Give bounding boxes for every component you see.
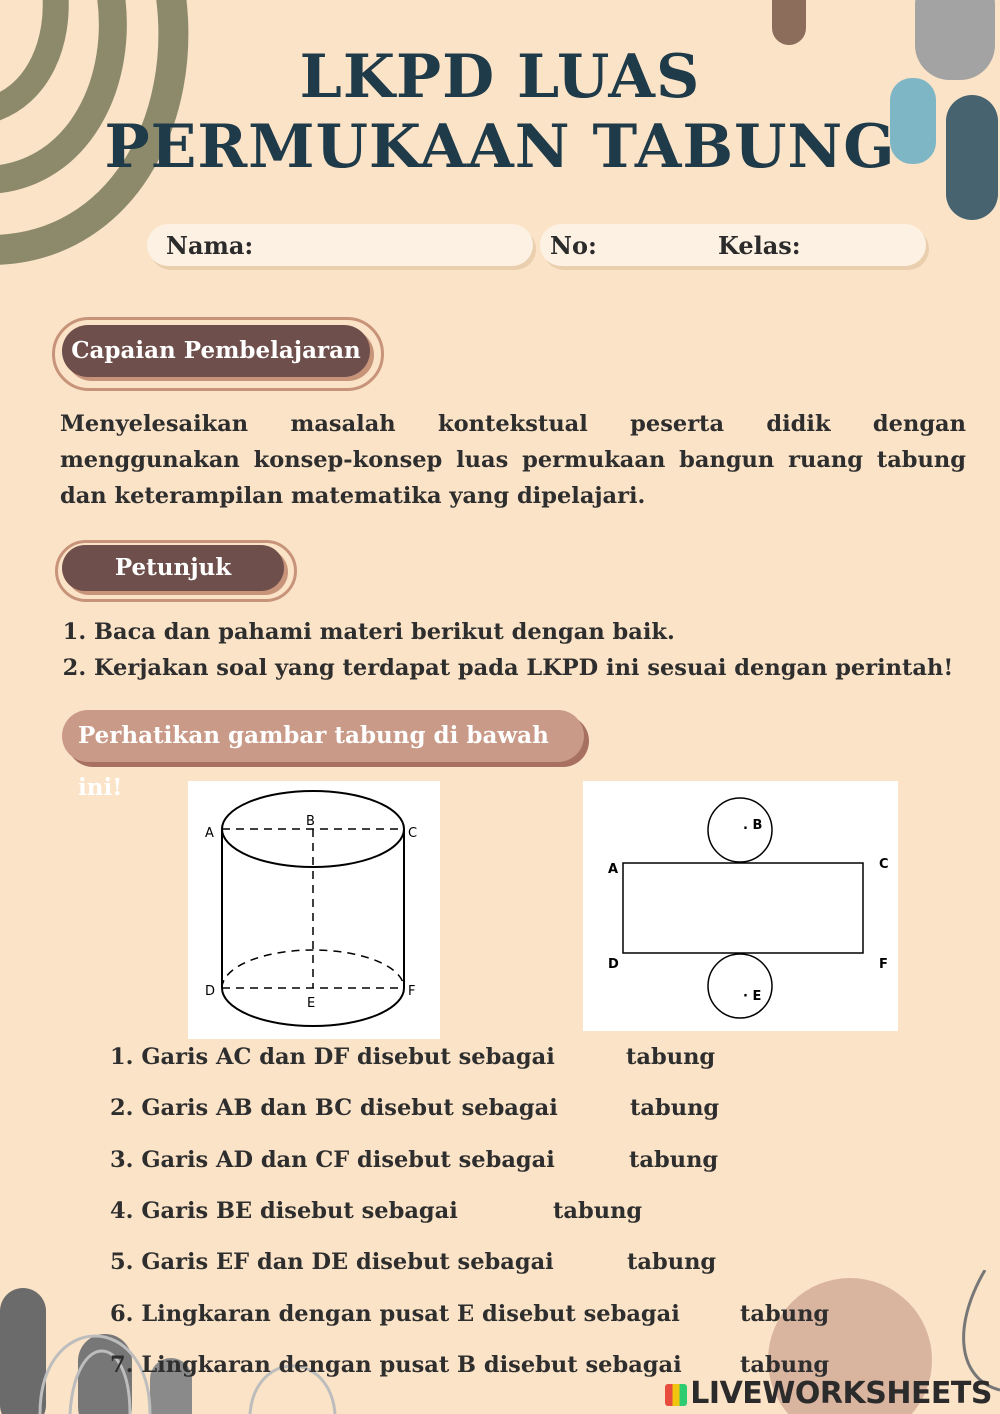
question-6 xyxy=(110,1299,830,1329)
learning-outcome-heading: Capaian Pembelajaran xyxy=(62,325,370,377)
net-label-a: A xyxy=(608,862,619,877)
cyl-label-e: E xyxy=(307,996,316,1011)
question-text: 3. Garis AD dan CF disebut sebagai xyxy=(110,1147,555,1173)
liveworksheets-icon xyxy=(665,1384,687,1406)
cyl-label-c: C xyxy=(408,826,418,841)
page-title xyxy=(0,42,1000,182)
title-line-1: LKPD LUAS xyxy=(299,42,701,112)
instructions-heading: Petunjuk xyxy=(62,545,284,591)
net-label-e: · E xyxy=(743,989,762,1004)
net-label-f: F xyxy=(879,957,888,972)
cyl-label-a: A xyxy=(205,826,214,841)
question-suffix: tabung xyxy=(630,1095,720,1121)
question-3 xyxy=(110,1145,719,1175)
question-text: 6. Lingkaran dengan pusat E disebut sebagai xyxy=(110,1301,680,1327)
net-label-b: . B xyxy=(743,818,763,833)
question-7 xyxy=(110,1350,830,1380)
cylinder-figure xyxy=(188,781,440,1039)
brand-text: LIVEWORKSHEETS xyxy=(690,1376,992,1411)
question-suffix: tabung xyxy=(553,1198,643,1224)
question-suffix: tabung xyxy=(627,1249,717,1275)
question-suffix: tabung xyxy=(740,1352,830,1378)
learning-outcome-text: Menyelesaikan masalah kontekstual peserta didik dengan menggunakan konsep-konsep luas permukaan bangun ruang tabung dan keterampilan matematika yang dipelajari. xyxy=(60,411,966,509)
question-1 xyxy=(110,1042,716,1072)
question-text: 2. Garis AB dan BC disebut sebagai xyxy=(110,1095,558,1121)
question-suffix: tabung xyxy=(626,1044,716,1070)
question-2 xyxy=(110,1093,720,1123)
observe-label: Perhatikan gambar tabung di bawah ini! xyxy=(62,710,584,762)
question-text: 5. Garis EF dan DE disebut sebagai xyxy=(110,1249,554,1275)
question-4 xyxy=(110,1196,643,1226)
question-text: 7. Lingkaran dengan pusat B disebut sebagai xyxy=(110,1352,682,1378)
cyl-label-b: B xyxy=(306,814,315,829)
instructions-list xyxy=(60,614,953,686)
net-label-d: D xyxy=(608,957,619,972)
cylinder-net-figure xyxy=(583,781,898,1031)
question-text: 4. Garis BE disebut sebagai xyxy=(110,1198,458,1224)
question-text: 1. Garis AC dan DF disebut sebagai xyxy=(110,1044,555,1070)
class-label: Kelas: xyxy=(718,231,801,260)
question-suffix: tabung xyxy=(740,1301,830,1327)
cyl-label-d: D xyxy=(205,984,216,999)
cyl-label-f: F xyxy=(408,984,416,999)
instruction-item: 1. Baca dan pahami materi berikut dengan baik. xyxy=(94,614,953,650)
question-5 xyxy=(110,1247,717,1277)
instruction-item: 2. Kerjakan soal yang terdapat pada LKPD ini sesuai dengan perintah! xyxy=(94,650,953,686)
liveworksheets-logo[interactable] xyxy=(665,1376,992,1411)
net-label-c: C xyxy=(879,857,889,872)
name-label: Nama: xyxy=(166,231,254,260)
question-suffix: tabung xyxy=(629,1147,719,1173)
title-line-2: PERMUKAAN TABUNG xyxy=(104,112,896,182)
no-label: No: xyxy=(550,231,597,260)
